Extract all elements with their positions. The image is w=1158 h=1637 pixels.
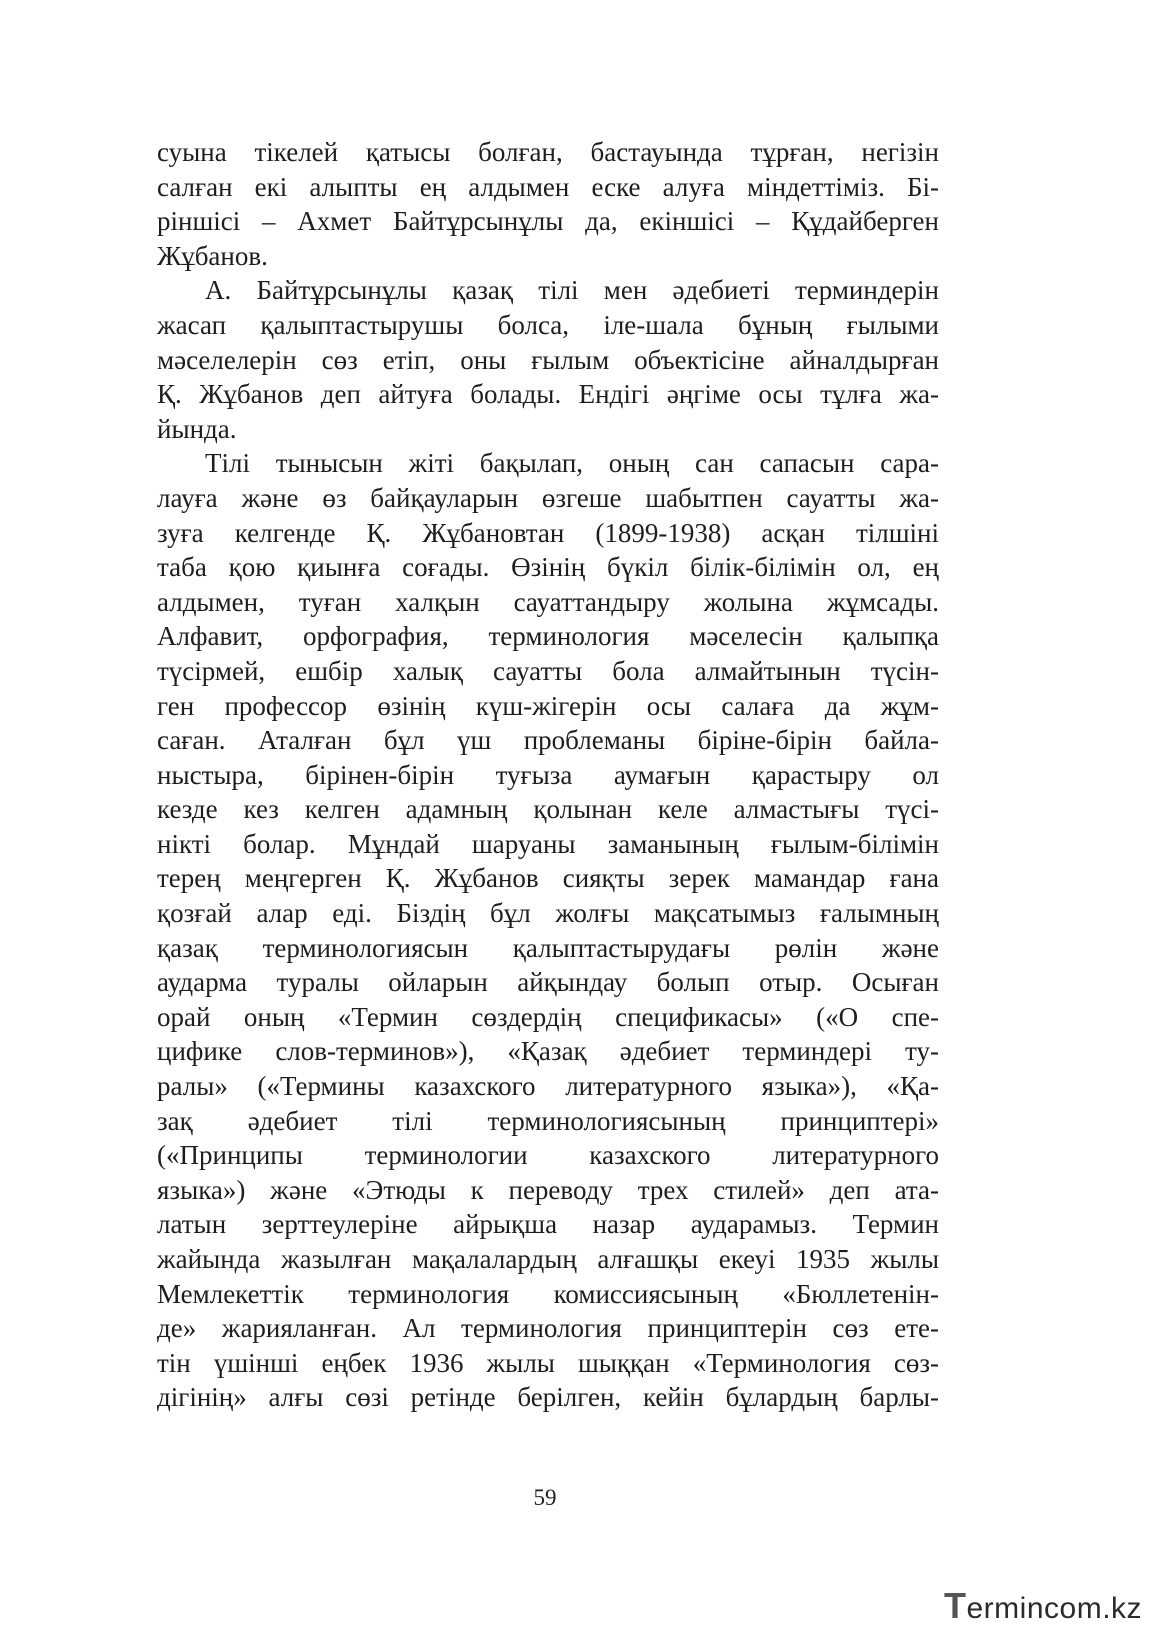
- page-number: 59: [533, 1485, 557, 1510]
- paragraph-first-line: А. Байтұрсынұлы қазақ тілі мен әдебиеті терминдерін: [205, 275, 939, 306]
- text-line: жайында жазылған мақалалардың алғашқы екеуі 1935 жылы: [157, 1244, 939, 1274]
- text-line: Жұбанов.: [157, 240, 268, 271]
- text-line: лауға және өз байқауларын өзгеше шабытпен сауатты жа-: [157, 482, 939, 513]
- paragraph-first-line: Тілі тынысын жіті бақылап, оның сан сапасын сара-: [205, 448, 939, 479]
- terminkom-watermark: [944, 1586, 1142, 1626]
- text-line: ралы» («Термины казахского литературного языка»), «Қа-: [157, 1071, 939, 1102]
- text-line: зуға келгенде Қ. Жұбановтан (1899-1938) асқан тілшіні: [157, 517, 939, 548]
- text-line: аударма туралы ойларын айқындау болып отыр. Осыған: [157, 967, 939, 998]
- text-line: суына тікелей қатысы болған, бастауында тұрған, негізін: [157, 137, 939, 167]
- text-line: тін үшінші еңбек 1936 жылы шыққан «Терминология сөз-: [157, 1347, 939, 1378]
- text-line: цифике слов-терминов»), «Қазақ әдебиет терминдері ту-: [157, 1036, 939, 1067]
- text-line: терең меңгерген Қ. Жұбанов сияқты зерек мамандар ғана: [157, 863, 939, 894]
- text-line: дігінің» алғы сөзі ретінде берілген, кейін бұлардың барлы-: [157, 1382, 939, 1413]
- text-line: орай оның «Термин сөздердің спецификасы» («О спе-: [157, 1001, 939, 1032]
- text-line: түсірмей, ешбір халық сауатты бола алмайтынын түсін-: [157, 655, 939, 686]
- text-line: Алфавит, орфография, терминология мәселесін қалыпқа: [157, 621, 939, 652]
- watermark-text-part2: m.kz: [1076, 1592, 1143, 1625]
- watermark-text-part1: erminc: [966, 1592, 1060, 1625]
- text-line: кезде кез келген адамның қолынан келе алмастығы түсі-: [157, 794, 939, 825]
- watermark-o-letter: о: [1059, 1592, 1077, 1625]
- text-line: қазақ терминологиясын қалыптастырудағы рөлін және: [157, 932, 939, 963]
- text-line: ріншісі – Ахмет Байтұрсынұлы да, екіншісі – Құдайберген: [157, 206, 939, 237]
- text-line: зақ әдебиет тілі терминологиясының принциптері»: [157, 1105, 939, 1136]
- text-line: жасап қалыптастырушы болса, іле-шала бұның ғылыми: [157, 309, 939, 340]
- text-line: салған екі алыпты ең алдымен еске алуға міндеттіміз. Бі-: [157, 171, 939, 202]
- text-line: мәселелерін сөз етіп, оны ғылым объектісіне айналдырған: [157, 344, 939, 375]
- text-line: саған. Аталған бұл үш проблеманы біріне-бірін байла-: [157, 725, 939, 756]
- text-line: Мемлекеттік терминология комиссиясының «Бюллетенін-: [157, 1278, 939, 1309]
- text-line: йында.: [157, 413, 237, 444]
- text-line: Қ. Жұбанов деп айтуға болады. Ендігі әңгіме осы тұлға жа-: [157, 379, 939, 410]
- text-line: латын зерттеулеріне айрықша назар аударамыз. Термин: [157, 1209, 939, 1240]
- text-line: қозғай алар еді. Біздің бұл жолғы мақсатымыз ғалымның: [157, 898, 939, 929]
- body-text: [157, 135, 939, 1415]
- text-line: де» жарияланған. Ал терминология принциптерін сөз ете-: [157, 1313, 939, 1344]
- text-line: нікті болар. Мұндай шаруаны заманының ғылым-білімін: [157, 828, 939, 859]
- text-line: ген профессор өзінің күш-жігерін осы салаға да жұм-: [157, 690, 939, 721]
- text-line: ныстыра, бірінен-бірін туғыза аумағын қарастыру ол: [157, 759, 939, 790]
- text-line: языка») және «Этюды к переводу трех стилей» деп ата-: [157, 1174, 939, 1205]
- text-line: алдымен, туған халқын сауаттандыру жолына жұмсады.: [157, 586, 939, 617]
- text-line: таба қою қиынға соғады. Өзінің бүкіл білік-білімін ол, ең: [157, 552, 939, 583]
- watermark-t-letter: T: [944, 1585, 967, 1626]
- text-line: («Принципы терминологии казахского литературного: [157, 1140, 939, 1171]
